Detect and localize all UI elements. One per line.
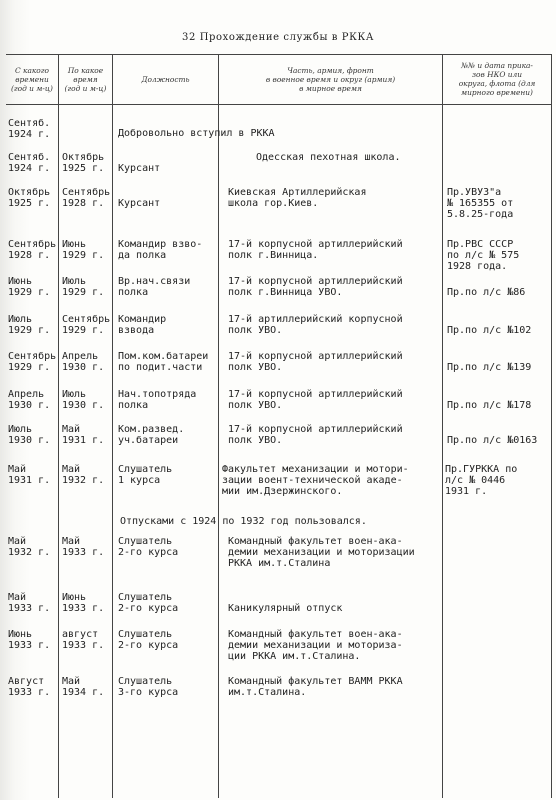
header-bottom-rule bbox=[6, 104, 552, 105]
row-position: Курсант bbox=[118, 163, 161, 174]
row-unit: 17-й корпусной артиллерийский полк г.Винница. bbox=[228, 239, 403, 261]
row-position: Вр.нач.связи полка bbox=[118, 276, 191, 298]
row-position: Слушатель 2-го курса bbox=[118, 629, 179, 651]
row-position: Нач.топотряда полка bbox=[118, 389, 197, 411]
row-to: Июнь 1929 г. bbox=[62, 239, 105, 261]
row-order: Пр.по л/с №86 bbox=[447, 287, 526, 298]
row-from: Август 1933 г. bbox=[8, 676, 51, 698]
row-unit: Командный факультет ВАММ РККА им.т.Сталина. bbox=[228, 676, 403, 698]
row-from: Апрель 1930 г. bbox=[8, 389, 51, 411]
row-position: Ком.развед. уч.батареи bbox=[118, 424, 185, 446]
page-title: 32 Прохождение службы в РККА bbox=[182, 32, 374, 43]
row-to: Июль 1929 г. bbox=[62, 276, 105, 298]
col-header-unit: Часть, армия, фронт в военное время и округ (армия) в мирное время bbox=[265, 65, 396, 93]
col-divider-2 bbox=[112, 54, 113, 798]
row-order: Пр.РВС СССР по л/с № 575 1928 года. bbox=[447, 239, 520, 272]
row-note: Добровольно вступил в РККА bbox=[118, 128, 275, 139]
row-from: Сентяб. 1924 г. bbox=[8, 152, 51, 174]
row-order: Пр.УВУЗ"а № 165355 от 5.8.25-года bbox=[447, 187, 514, 220]
row-unit: 17-й артиллерийский корпусной полк УВО. bbox=[228, 314, 403, 336]
row-position: Слушатель 3-го курса bbox=[118, 676, 179, 698]
row-position: Курсант bbox=[118, 198, 161, 209]
row-order: Пр.по л/с №0163 bbox=[447, 435, 538, 446]
row-position: Слушатель 2-го курса bbox=[118, 536, 179, 558]
row-order: Пр.ГУРККА по л/с № 0446 1931 г. bbox=[445, 464, 518, 497]
row-to: Май 1934 г. bbox=[62, 676, 105, 698]
row-unit: Каникулярный отпуск bbox=[228, 603, 343, 614]
row-position: Пом.ком.батареи по подит.части bbox=[118, 351, 209, 373]
row-to: Май 1931 г. bbox=[62, 424, 105, 446]
row-from: Май 1933 г. bbox=[8, 592, 51, 614]
row-unit: Одесская пехотная школа. bbox=[256, 152, 401, 163]
row-from: Июнь 1933 г. bbox=[8, 629, 51, 651]
row-unit: 17-й корпусной артиллерийский полк УВО. bbox=[228, 424, 403, 446]
row-order: Пр.по л/с №178 bbox=[447, 400, 532, 411]
table-top-rule bbox=[6, 54, 552, 55]
col-divider-4 bbox=[442, 54, 443, 798]
col-header-order: №№ и дата прика- зов НКО или округа, флота (для мирного времени) bbox=[458, 61, 536, 97]
row-to: Апрель 1930 г. bbox=[62, 351, 105, 373]
row-from: Июль 1930 г. bbox=[8, 424, 51, 446]
row-position: Командир взвода bbox=[118, 314, 167, 336]
row-from: Июнь 1929 г. bbox=[8, 276, 51, 298]
row-note: Отпусками с 1924 по 1932 год пользовался. bbox=[120, 516, 367, 527]
row-from: Май 1931 г. bbox=[8, 464, 51, 486]
row-from: Июль 1929 г. bbox=[8, 314, 51, 336]
row-to: Май 1933 г. bbox=[62, 536, 105, 558]
row-order: Пр.по л/с №102 bbox=[447, 325, 532, 336]
row-unit: 17-й корпусной артиллерийский полк УВО. bbox=[228, 389, 403, 411]
row-position: Командир взво- да полка bbox=[118, 239, 203, 261]
row-to: август 1933 г. bbox=[62, 629, 105, 651]
row-from: Октябрь 1925 г. bbox=[8, 187, 51, 209]
col-header-position: Должность bbox=[141, 74, 190, 84]
row-to: Июль 1930 г. bbox=[62, 389, 105, 411]
col-divider-3 bbox=[218, 54, 219, 798]
row-unit: Факультет механизации и мотори- зации воент-технической акаде- мии им.Дзержинского. bbox=[222, 464, 409, 497]
row-from: Сентябрь 1928 г. bbox=[8, 239, 57, 261]
row-to: Май 1932 г. bbox=[62, 464, 105, 486]
row-from: Сентяб. 1924 г. bbox=[8, 118, 51, 140]
row-unit: 17-й корпусной артиллерийский полк УВО. bbox=[228, 351, 403, 373]
table-right-rule bbox=[551, 54, 552, 798]
row-unit: Командный факультет воен-ака- демии механизации и моториза- ции РККА им.т.Сталина. bbox=[228, 629, 403, 662]
row-unit: Киевская Артиллерийская школа гор.Киев. bbox=[228, 187, 367, 209]
row-to: Июнь 1933 г. bbox=[62, 592, 105, 614]
col-header-from: С какого времени (год и м-ц) bbox=[11, 65, 53, 93]
col-divider-1 bbox=[58, 54, 59, 798]
row-to: Октябрь 1925 г. bbox=[62, 152, 105, 174]
row-position: Слушатель 1 курса bbox=[118, 464, 173, 486]
row-from: Май 1932 г. bbox=[8, 536, 51, 558]
row-to: Сентябрь 1928 г. bbox=[62, 187, 111, 209]
row-to: Сентябрь 1929 г. bbox=[62, 314, 111, 336]
row-position: Слушатель 2-го курса bbox=[118, 592, 179, 614]
row-unit: Командный факультет воен-ака- демии механизации и моторизации РККА им.т.Сталина bbox=[228, 536, 415, 569]
row-order: Пр.по л/с №139 bbox=[447, 362, 532, 373]
row-from: Сентябрь 1929 г. bbox=[8, 351, 57, 373]
col-header-to: По какое время (год и м-ц) bbox=[64, 65, 107, 93]
row-unit: 17-й корпусной артиллерийский полк г.Винница УВО. bbox=[228, 276, 403, 298]
